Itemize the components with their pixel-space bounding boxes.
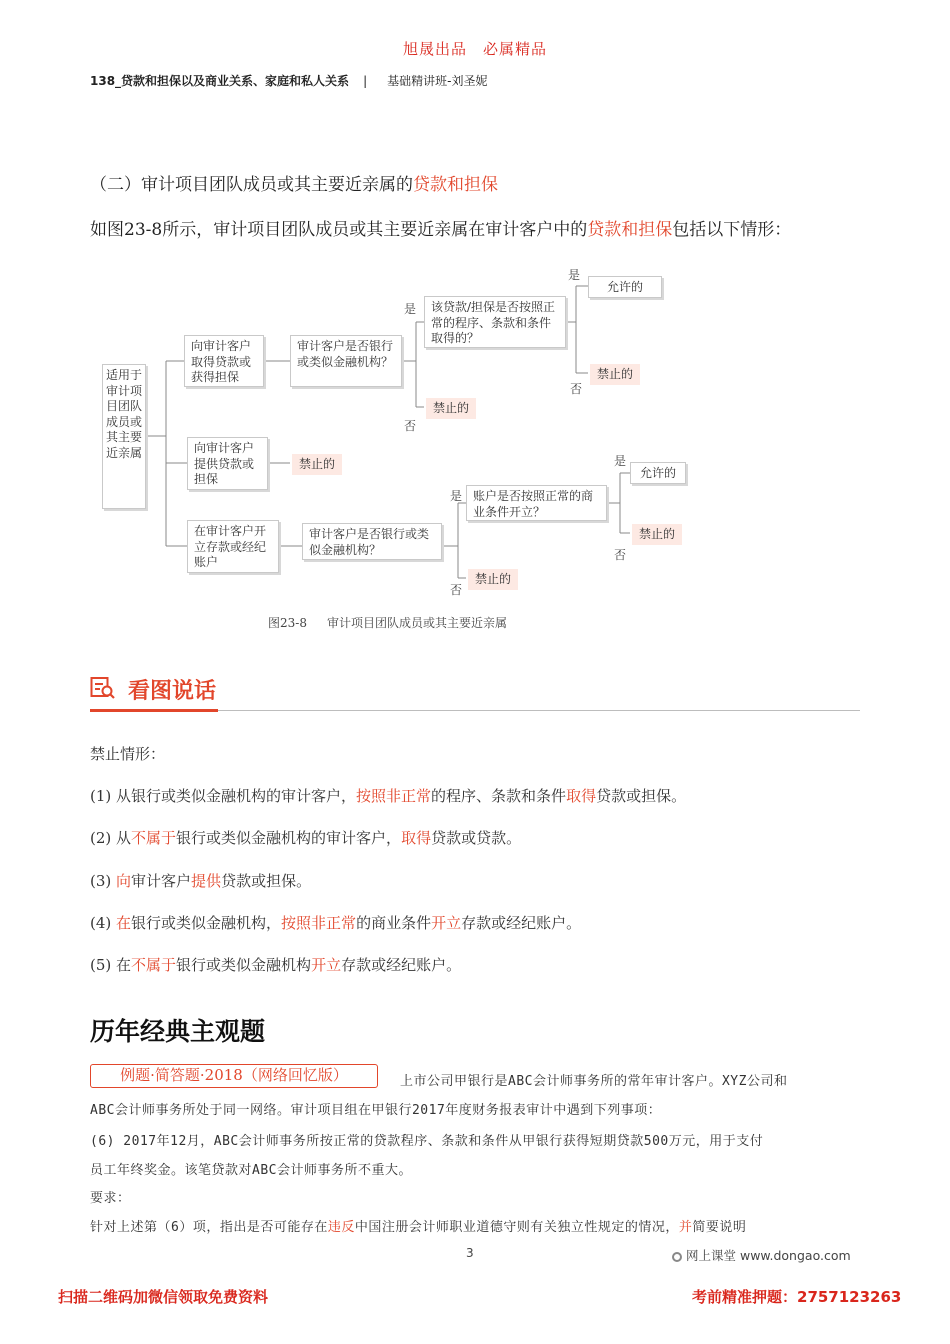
chart-search-icon [90, 676, 116, 700]
highlight-text: 开立 [431, 914, 462, 932]
course-title: 138_贷款和担保以及商业关系、家庭和私人关系 [90, 74, 350, 88]
item-text: 贷款或担保。 [221, 872, 312, 890]
flow-branch-2-result: 禁止的 [292, 454, 342, 475]
question-tag: 例题·简答题·2018（网络回忆版） [90, 1064, 378, 1088]
brand-slogan: 旭晟出品 必属精品 [402, 40, 547, 58]
flow-q2-no: 否 [570, 382, 583, 396]
past-exam-title: 历年经典主观题 [90, 1017, 266, 1046]
look-section-title: 看图说话 [128, 678, 217, 704]
question-line-6: 针对上述第（6）项，指出是否可能存在违反中国注册会计师职业道德守则有关独立性规定的情况，并简要说明 [90, 1220, 747, 1235]
flow-q3-yes: 是 [450, 489, 463, 503]
item-number: (3) [90, 872, 117, 890]
flow-q2-no-result: 禁止的 [590, 364, 640, 385]
item-text: 银行或类似金融机构的审计客户， [176, 829, 402, 847]
question-line-3: (6) 2017年12月，ABC会计师事务所按正常的贷款程序、条款和条件从甲银行获得短期贷款500万元，用于支付 [90, 1134, 764, 1149]
item-text: 在 [116, 956, 132, 974]
section-divider-accent [90, 709, 218, 712]
highlight-text: 按照非正常 [356, 787, 432, 805]
prohibited-item [90, 912, 581, 933]
section-heading: （二）审计项目团队成员或其主要近亲属的贷款和担保 [90, 175, 498, 195]
flow-q4-yes-result: 允许的 [630, 462, 686, 484]
intro-text: 如图23-8所示，审计项目团队成员或其主要近亲属在审计客户中的贷款和担保包括以下情形： [90, 220, 792, 240]
question-line-4: 员工年终奖金。该笔贷款对ABC会计师事务所不重大。 [90, 1163, 412, 1178]
prohibited-item [90, 785, 686, 806]
highlight-text: 不属于 [131, 829, 177, 847]
highlight-text: 提供 [191, 872, 222, 890]
item-text: 银行或类似金融机构， [131, 914, 282, 932]
item-number: (2) [90, 829, 117, 847]
item-text: 从银行或类似金融机构的审计客户， [116, 787, 357, 805]
item-text: 的商业条件 [356, 914, 432, 932]
item-text: 银行或类似金融机构 [176, 956, 312, 974]
flow-q2-yes: 是 [568, 268, 581, 282]
flow-q1-no-result: 禁止的 [426, 398, 476, 419]
look-lead: 禁止情形： [90, 745, 166, 763]
flow-branch-3: 在审计客户开立存款或经纪账户 [187, 520, 279, 573]
highlight-text: 取得 [566, 787, 597, 805]
flow-branch-2: 向审计客户提供贷款或担保 [187, 437, 268, 490]
highlight-text: 按照非正常 [281, 914, 357, 932]
prohibited-item [90, 954, 461, 975]
highlight-text: 向 [116, 872, 132, 890]
item-text: 审计客户 [131, 872, 192, 890]
question-line-1: 上市公司甲银行是ABC会计师事务所的常年审计客户。XYZ公司和 [400, 1074, 788, 1089]
header-separator: | [363, 74, 368, 88]
page-number: 3 [466, 1246, 474, 1260]
prohibited-item [90, 870, 311, 891]
item-text: 的程序、条款和条件 [431, 787, 567, 805]
item-number: (4) [90, 914, 117, 932]
highlight-text: 不属于 [131, 956, 177, 974]
item-text: 贷款或贷款。 [431, 829, 522, 847]
flow-q1: 审计客户是否银行或类似金融机构？ [290, 335, 402, 387]
flow-q4: 账户是否按照正常的商业条件开立？ [466, 485, 607, 521]
figure-caption: 图23-8 审计项目团队成员或其主要近亲属 [268, 616, 507, 630]
question-requirement: 要求： [90, 1191, 131, 1206]
flow-q1-yes: 是 [404, 302, 417, 316]
flow-q3-no: 否 [450, 583, 463, 597]
flow-q4-no: 否 [614, 548, 627, 562]
flow-q2: 该贷款/担保是否按照正常的程序、条款和条件取得的？ [424, 296, 566, 348]
flow-q4-no-result: 禁止的 [632, 524, 682, 545]
item-number: (5) [90, 956, 117, 974]
item-text: 从 [116, 829, 132, 847]
flow-q4-yes: 是 [614, 454, 627, 468]
flow-branch-1: 向审计客户取得贷款或获得担保 [184, 335, 264, 387]
site-url[interactable]: 网上课堂 www.dongao.com [672, 1246, 851, 1264]
flow-q1-no: 否 [404, 419, 417, 433]
item-text: 存款或经纪账户。 [341, 956, 462, 974]
flow-root: 适用于审计项目团队成员或其主要近亲属 [102, 364, 146, 509]
item-text: 存款或经纪账户。 [461, 914, 582, 932]
flow-q3-no-result: 禁止的 [468, 569, 518, 590]
highlight-text: 取得 [401, 829, 432, 847]
flow-q3: 审计客户是否银行或类似金融机构？ [302, 523, 442, 560]
footer-left-promo: 扫描二维码加微信领取免费资料 [58, 1288, 269, 1306]
flow-q2-yes-result: 允许的 [588, 276, 662, 298]
item-number: (1) [90, 787, 117, 805]
highlight-text: 在 [116, 914, 132, 932]
item-text: 贷款或担保。 [596, 787, 687, 805]
highlight-text: 开立 [311, 956, 342, 974]
course-subtitle: 基础精讲班-刘圣妮 [387, 74, 488, 88]
footer-right-promo: 考前精准押题：2757123263 [692, 1288, 902, 1306]
prohibited-item [90, 827, 521, 848]
question-line-2: ABC会计师事务所处于同一网络。审计项目组在甲银行2017年度财务报表审计中遇到下列事项： [90, 1103, 662, 1118]
dongao-logo-icon [672, 1252, 682, 1262]
